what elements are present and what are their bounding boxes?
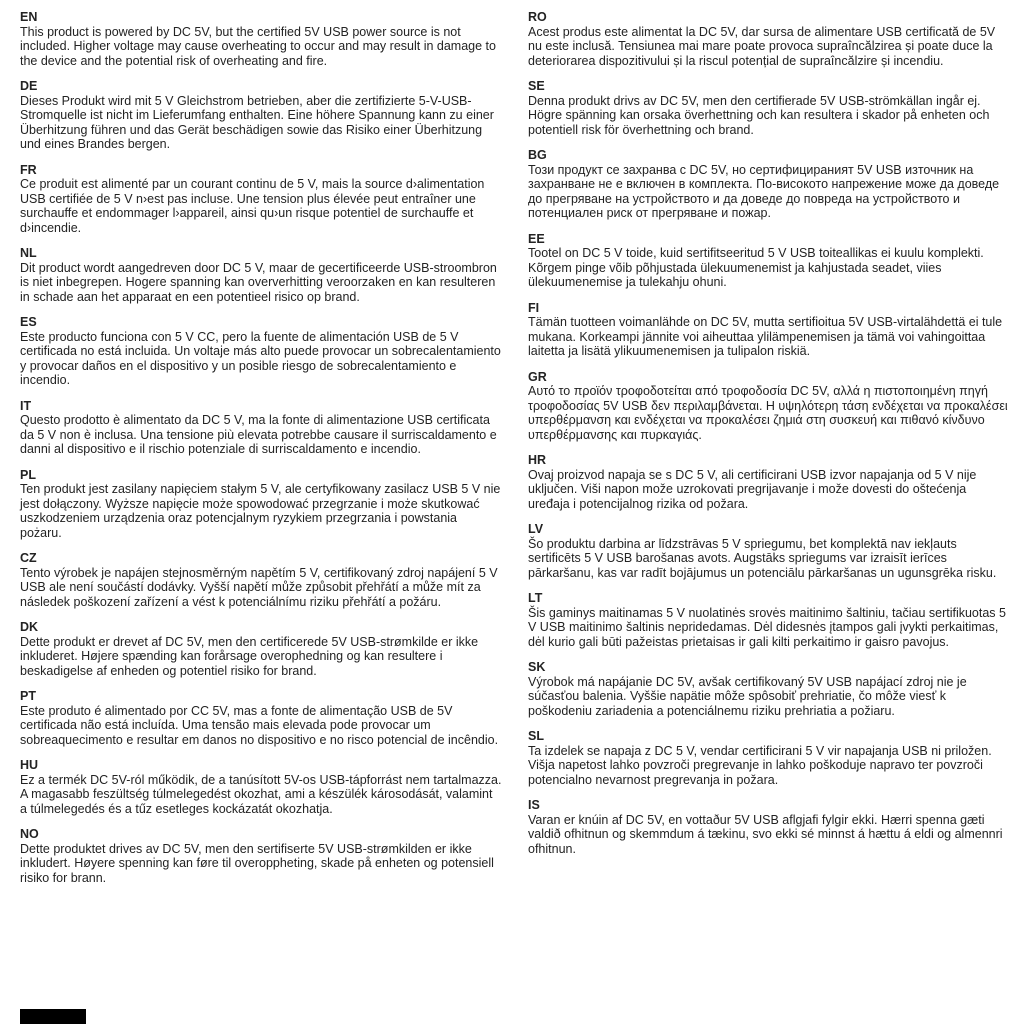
language-code: EE [528,231,545,246]
language-code: IS [528,798,540,812]
language-text: Questo prodotto è alimentato da DC 5 V, ma la fonte di alimentazione USB certificata da 5 V non è inclusa. Una tensione più elevata potrebbe causare il surriscaldamento e danni al dispositivo e il rischio potenziale di surriscaldamento e incendio. [20,413,497,456]
language-section-fr [20,163,502,236]
language-section-pt [20,689,502,747]
language-text: Ten produkt jest zasilany napięciem stałym 5 V, ale certyfikowany zasilacz USB 5 V nie jest dołączony. Wyższe napięcie może spowodować przegrzanie i może skutkować uszkodzeniem urządzenia oraz potencjalnym ryzykiem przegrzania i powstania pożaru. [20,482,501,540]
language-code: HR [528,453,547,467]
column-right [528,10,1010,896]
language-text: Šo produktu darbina ar līdzstrāvas 5 V spriegumu, bet komplektā nav iekļauts sertificēts 5 V USB barošanas avots. Augstāks spriegums var izraisīt ierīces pārkaršanu, kas var radīt bojājumus un potenciālu pārkaršanas un ugunsgrēka risku. [528,536,997,580]
language-code: LV [528,522,544,536]
language-text: Dieses Produkt wird mit 5 V Gleichstrom betrieben, aber die zertifizierte 5-V-USB-Stromquelle ist nicht im Lieferumfang enthalten. Eine höhere Spannung kann zu einer Überhitzung führen und das Gerät beschädigen sowie das Risiko einer Überhitzung und eines Brandes bergen. [20,93,494,151]
language-section-is [528,798,1010,856]
language-section-sl [528,729,1010,787]
language-section-gr [528,370,1010,443]
language-section-it [20,399,502,457]
language-section-bg [528,148,1010,221]
language-section-no [20,827,502,885]
language-text: Dette produkt er drevet af DC 5V, men den certificerede 5V USB-strømkilde er ikke inkluderet. Højere spænding kan forårsage overophedning og kan resultere i beskadigelse af enheden og potentiel risiko for brand. [20,634,479,678]
language-section-cz [20,551,502,609]
language-code: NL [20,246,37,260]
language-code: SE [528,79,545,93]
language-text: Este producto funciona con 5 V CC, pero la fuente de alimentación USB de 5 V certificada no está incluida. Un voltaje más alto puede provocar un sobrecalentamiento y provocar daños en el dispositivo y un posible riesgo de sobrecalentamiento e incendio. [20,329,501,387]
language-text: Tento výrobek je napájen stejnosměrným napětím 5 V, certifikovaný zdroj napájení 5 V USB ale není součástí dodávky. Vyšší napětí může způsobit přehřátí a může mít za následek poškození zařízení a vést k potenciálnímu riziku přehřátí a požáru. [20,565,498,609]
language-code: HU [20,758,39,772]
language-text: Výrobok má napájanie DC 5V, avšak certifikovaný 5V USB napájací zdroj nie je súčasťou balenia. Vyššie napätie môže spôsobiť prehriatie, čo môže viesť k poškodeniu zariadenia a potenciálnemu riziku prehriatia a požiaru. [528,674,967,718]
language-text: Tootel on DC 5 V toide, kuid sertifitseeritud 5 V USB toiteallikas ei kuulu komplekti. Kõrgem pinge võib põhjustada ülekuumenemist ja kahjustada seadet, viies ülekuumenemise ja tulekahju ohuni. [528,246,984,289]
language-section-dk [20,620,502,678]
language-section-hu [20,758,502,816]
language-text: Αυτό το προϊόν τροφοδοτείται από τροφοδοσία DC 5V, αλλά η πιστοποιημένη πηγή τροφοδοσίας 5V USB δεν περιλαμβάνεται. Η υψηλότερη τάση ενδέχεται να προκαλέσει υπερθέρμανση και ενδέχεται να προκαλέσει ζημιά στη συσκευή και πιθανό κίνδυνο υπερθέρμανσης και πυρκαγιάς. [528,384,1008,442]
language-section-ro [528,10,1010,68]
language-code: DK [20,620,39,634]
language-section-lv [528,522,1010,580]
language-text: Šis gaminys maitinamas 5 V nuolatinės srovės maitinimo šaltiniu, tačiau sertifikuotas 5 V USB maitinimo šaltinis nepridedamas. Dėl didesnės įtampos gali įvykti perkaitimas, dėl kurio gali būti pažeistas prietaisas ir gali kilti perkaitimo ir gaisro pavojus. [528,605,1006,649]
language-section-hr [528,453,1010,511]
language-section-nl [20,246,502,304]
language-code: PT [20,689,36,703]
language-code: SL [528,729,544,743]
language-text: Dit product wordt aangedreven door DC 5 V, maar de gecertificeerde USB-stroombron is niet inbegrepen. Hogere spanning kan oververhitting veroorzaken en kan resulteren in schade aan het apparaat en een potentieel risico op brand. [20,260,497,304]
language-code: FI [528,300,540,315]
footer-black-mark [20,1009,86,1024]
language-text: Ez a termék DC 5V-ról működik, de a tanúsított 5V-os USB-tápforrást nem tartalmazza. A magasabb feszültség túlmelegedést okozhat, ami a készülék károsodását, valamint a túlmelegedés és a tűz esetleges kockázatát okozhatja. [20,772,502,816]
language-code: LT [528,591,543,605]
language-text: Tämän tuotteen voimanlähde on DC 5V, mutta sertifioitua 5V USB-virtalähdettä ei tule mukana. Korkeampi jännite voi aiheuttaa ylilämpenemisen ja tämä voi vahingoittaa laitetta ja lisätä ylikuumenemisen ja tulipalon riskiä. [528,315,1003,358]
language-code: IT [20,398,32,413]
language-code: EN [20,10,38,24]
language-section-sk [528,660,1010,718]
language-section-fi [528,301,1010,359]
language-text: Varan er knúin af DC 5V, en vottaður 5V USB aflgjafi fylgir ekki. Hærri spenna gæti valdið ofhitnun og skemmdum á tækinu, svo ekki sé minnst á hættu á eldi og almennri ofhitnun. [528,812,1003,856]
language-text: Ce produit est alimenté par un courant continu de 5 V, mais la source d›alimentation USB certifiée de 5 V n›est pas incluse. Une tension plus élevée peut entraîner une surchauffe et endommager l›appareil, ainsi qu›un risque potentiel de surchauffe et d›incendie. [20,177,485,235]
language-section-de [20,79,502,152]
language-code: RO [528,10,547,24]
language-code: BG [528,148,547,162]
language-code: ES [20,315,37,329]
column-left [20,10,502,896]
language-text: Dette produktet drives av DC 5V, men den sertifiserte 5V USB-strømkilden er ikke inkludert. Høyere spenning kan føre til overoppheting, skade på enheten og potensiell risiko for brann. [20,841,494,885]
language-text: Acest produs este alimentat la DC 5V, dar sursa de alimentare USB certificată de 5V nu este inclusă. Tensiunea mai mare poate provoca supraîncălzirea și poate duce la deteriorarea dispozitivului și la riscul potențial de supraîncălzire și incendiu. [528,24,996,68]
language-code: GR [528,369,547,384]
language-code: NO [20,827,39,841]
language-text: This product is powered by DC 5V, but the certified 5V USB power source is not included. Higher voltage may cause overheating to occur and may result in damage to the device and the potential risk of overheating and fire. [20,24,496,68]
language-text: Този продукт се захранва с DC 5V, но сертифицираният 5V USB източник на захранване не е включен в комплекта. По-високото напрежение може да доведе до прегряване на устройството и да доведе до повреда на устройството и потенциален риск от прегряване и пожар. [528,162,1000,220]
language-section-ee [528,232,1010,290]
language-text: Denna produkt drivs av DC 5V, men den certifierade 5V USB-strömkällan ingår ej. Högre spänning kan orsaka överhettning och kan resultera i skador på enheten och potentiell risk för överhettning och brand. [528,93,990,137]
language-text: Este produto é alimentado por CC 5V, mas a fonte de alimentação USB de 5V certificada não está incluída. Uma tensão mais elevada pode provocar um sobreaquecimento e resultar em danos no dispositivo e no risco potencial de incêndio. [20,703,499,747]
language-section-es [20,315,502,388]
language-code: FR [20,162,37,177]
language-code: PL [20,467,36,482]
language-text: Ovaj proizvod napaja se s DC 5 V, ali certificirani USB izvor napajanja od 5 V nije uključen. Viši napon može uzrokovati pregrijavanje i može dovesti do oštećenja uređaja i potencijalnog rizika od požara. [528,467,977,511]
language-code: CZ [20,551,37,565]
language-section-lt [528,591,1010,649]
language-text: Ta izdelek se napaja z DC 5 V, vendar certificirani 5 V vir napajanja USB ni priložen. Višja napetost lahko povzroči pregrevanje in lahko poškoduje napravo ter povzroči potencialno nevarnost pregrevanja in požara. [528,743,992,787]
language-section-se [528,79,1010,137]
language-section-en [20,10,502,68]
language-section-pl [20,468,502,541]
language-code: SK [528,660,546,674]
language-code: DE [20,79,38,93]
